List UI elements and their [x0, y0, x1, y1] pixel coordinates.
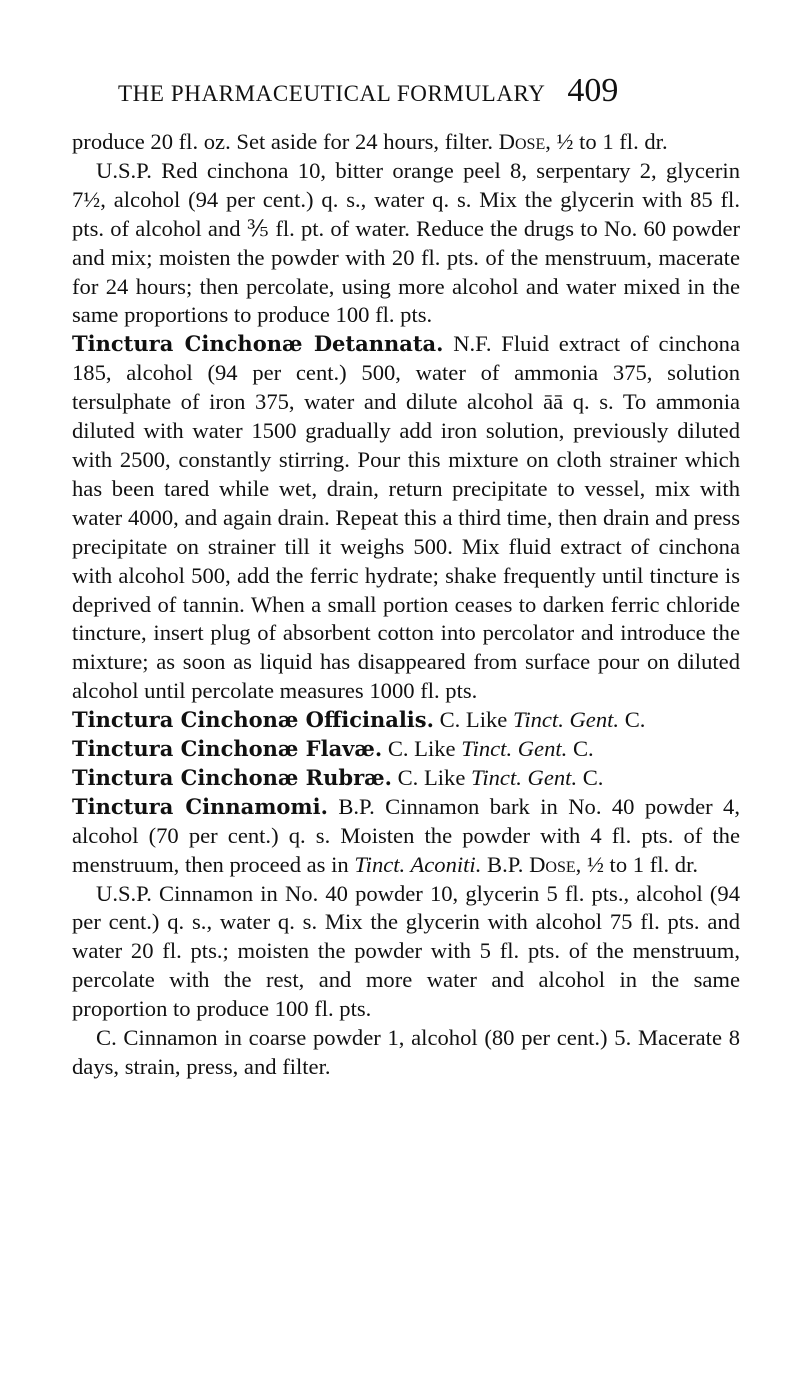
- entry-heading: Tinctura Cinchonæ Officinalis.: [72, 707, 434, 733]
- paragraph-c-cinnamon: [72, 1024, 740, 1082]
- entry-tail: C.: [567, 736, 594, 762]
- entry-tinctura-cinchonae-detannata: [72, 330, 740, 706]
- entry-mid: B.P.: [481, 851, 530, 877]
- dose-amount: ½ to 1 fl. dr.: [550, 129, 668, 154]
- running-title: THE PHARMACEUTICAL FORMULARY: [118, 81, 546, 106]
- cross-reference: Tinct. Gent.: [461, 736, 568, 762]
- running-head: [118, 72, 740, 128]
- cross-reference: Tinct. Aconiti.: [354, 851, 482, 877]
- page-number: 409: [567, 72, 619, 109]
- paragraph-text: U.S.P. Cinnamon in No. 40 powder 10, glycerin 5 fl. pts., alcohol (94 per cent.) q. s., water q. s. Mix the glycerin with alcohol 75 fl. pts. and water 20 fl. pts.; moisten the powder with 5 fl. pts. of the menstruum, percolate with the rest, and more water and alcohol in the same proportion to produce 100 fl. pts.: [72, 880, 740, 1022]
- paragraph-dose-continuation: [72, 128, 740, 157]
- paragraph-usp-cinchona: [72, 157, 740, 330]
- entry-text: C. Like: [391, 764, 472, 790]
- paragraph-text: C. Cinnamon in coarse powder 1, alcohol (80 per cent.) 5. Macerate 8 days, strain, press, and filter.: [72, 1025, 740, 1079]
- entry-tinctura-cinchonae-rubrae: [72, 764, 740, 793]
- entry-tinctura-cinchonae-flavae: [72, 735, 740, 764]
- entry-text: N.F. Fluid extract of cinchona 185, alcohol (94 per cent.) 500, water of ammonia 375, solution tersulphate of iron 375, water and dilute alcohol āā q. s. To ammonia diluted with water 1500 gradually add iron solution, previously diluted with 2500, constantly stirring. Pour this mixture on cloth strainer which has been tared while wet, drain, return precipitate to vessel, mix with water 4000, and again drain. Repeat this a third time, then drain and press precipitate on strainer till it weighs 500. Mix fluid extract of cinchona with alcohol 500, add the ferric hydrate; shake frequently until tincture is deprived of tannin. When a small portion ceases to darken ferric chloride tincture, insert plug of absorbent cotton into percolator and introduce the mixture; as soon as liquid has disappeared from surface pour on diluted alcohol until percolate measures 1000 fl. pts.: [72, 331, 741, 704]
- entry-heading: Tinctura Cinchonæ Detannata.: [72, 331, 444, 357]
- entry-text: C. Like: [433, 707, 513, 733]
- dose-label: Dose,: [529, 851, 582, 877]
- entry-tail: C.: [619, 707, 646, 733]
- entry-heading: Tinctura Cinnamomi.: [72, 793, 328, 819]
- cross-reference: Tinct. Gent.: [513, 707, 620, 733]
- dose-label: Dose,: [498, 129, 551, 154]
- entry-text: C. Like: [382, 736, 462, 762]
- entry-tinctura-cinchonae-officinalis: [72, 706, 740, 735]
- entry-heading: Tinctura Cinchonæ Rubræ.: [72, 764, 392, 790]
- entry-text: B.P. Cinnamon bark in No. 40 powder 4, alcohol (70 per cent.) q. s. Moisten the powder with 4 fl. pts. of the menstruum, then proceed as in: [72, 793, 740, 877]
- page-body: [72, 128, 740, 1082]
- entry-tail: C.: [577, 764, 604, 790]
- paragraph-text: produce 20 fl. oz. Set aside for 24 hours, filter.: [72, 129, 499, 154]
- dose-amount: ½ to 1 fl. dr.: [581, 851, 699, 877]
- entry-heading: Tinctura Cinchonæ Flavæ.: [72, 736, 383, 762]
- entry-tinctura-cinnamomi: [72, 793, 740, 880]
- cross-reference: Tinct. Gent.: [471, 764, 578, 790]
- paragraph-text: U.S.P. Red cinchona 10, bitter orange peel 8, serpentary 2, glycerin 7½, alcohol (94 per cent.) q. s., water q. s. Mix the glycerin with 85 fl. pts. of alcohol and ⅗ fl. pt. of water. Reduce the drugs to No. 60 powder and mix; moisten the powder with 20 fl. pts. of the menstruum, macerate for 24 hours; then percolate, using more alcohol and water mixed in the same proportions to produce 100 fl. pts.: [72, 157, 740, 328]
- paragraph-usp-cinnamon: [72, 880, 740, 1025]
